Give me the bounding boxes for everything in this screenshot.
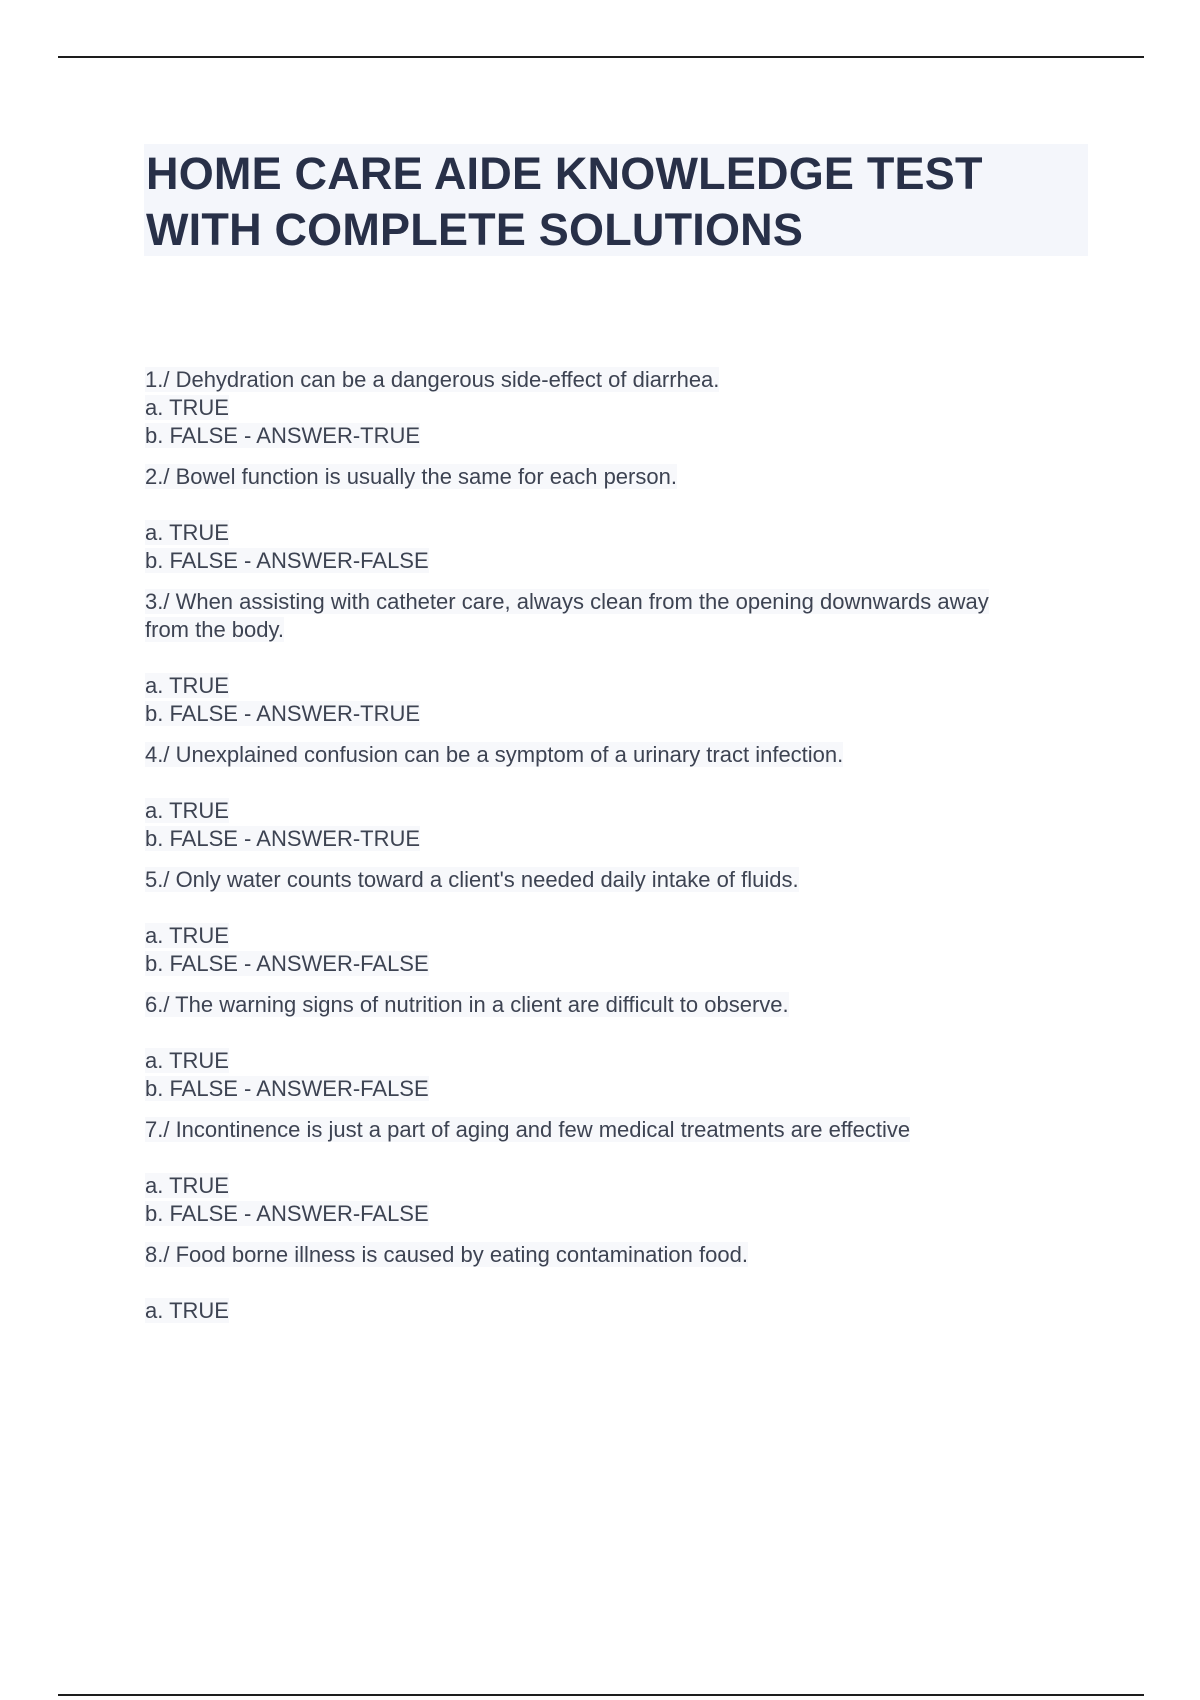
option-a: a. TRUE bbox=[145, 520, 229, 545]
option-b-answer: b. FALSE - ANSWER-FALSE bbox=[145, 951, 429, 976]
option-a: a. TRUE bbox=[145, 1048, 229, 1073]
question-stem: 2./ Bowel function is usually the same for each person. bbox=[145, 464, 677, 489]
top-rule bbox=[58, 56, 1144, 58]
question-list bbox=[145, 366, 1090, 1338]
option-a: a. TRUE bbox=[145, 798, 229, 823]
question-stem: 5./ Only water counts toward a client's needed daily intake of fluids. bbox=[145, 867, 799, 892]
document-title bbox=[146, 146, 1086, 258]
question-stem: 1./ Dehydration can be a dangerous side-effect of diarrhea. bbox=[145, 367, 720, 392]
title-line-1: HOME CARE AIDE KNOWLEDGE TEST bbox=[146, 148, 983, 199]
option-b-answer: b. FALSE - ANSWER-FALSE bbox=[145, 1076, 429, 1101]
option-b-answer: b. FALSE - ANSWER-FALSE bbox=[145, 548, 429, 573]
question-stem-continued: from the body. bbox=[145, 617, 284, 642]
option-b-answer: b. FALSE - ANSWER-TRUE bbox=[145, 423, 421, 448]
question-4 bbox=[145, 741, 1090, 853]
option-a: a. TRUE bbox=[145, 395, 229, 420]
bottom-rule bbox=[58, 1694, 1144, 1696]
question-3 bbox=[145, 588, 1090, 728]
question-stem: 4./ Unexplained confusion can be a symptom of a urinary tract infection. bbox=[145, 742, 844, 767]
question-7 bbox=[145, 1116, 1090, 1228]
option-a: a. TRUE bbox=[145, 1173, 229, 1198]
question-stem: 3./ When assisting with catheter care, always clean from the opening downwards away bbox=[145, 589, 989, 614]
question-stem: 8./ Food borne illness is caused by eating contamination food. bbox=[145, 1242, 748, 1267]
option-a: a. TRUE bbox=[145, 1298, 229, 1323]
option-a: a. TRUE bbox=[145, 673, 229, 698]
question-6 bbox=[145, 991, 1090, 1103]
option-a: a. TRUE bbox=[145, 923, 229, 948]
question-1 bbox=[145, 366, 1090, 450]
title-line-2: WITH COMPLETE SOLUTIONS bbox=[146, 204, 804, 255]
question-2 bbox=[145, 463, 1090, 575]
option-b-answer: b. FALSE - ANSWER-TRUE bbox=[145, 701, 421, 726]
question-8 bbox=[145, 1241, 1090, 1325]
question-stem: 6./ The warning signs of nutrition in a client are difficult to observe. bbox=[145, 992, 789, 1017]
question-stem: 7./ Incontinence is just a part of aging and few medical treatments are effective bbox=[145, 1117, 911, 1142]
question-5 bbox=[145, 866, 1090, 978]
option-b-answer: b. FALSE - ANSWER-FALSE bbox=[145, 1201, 429, 1226]
option-b-answer: b. FALSE - ANSWER-TRUE bbox=[145, 826, 421, 851]
